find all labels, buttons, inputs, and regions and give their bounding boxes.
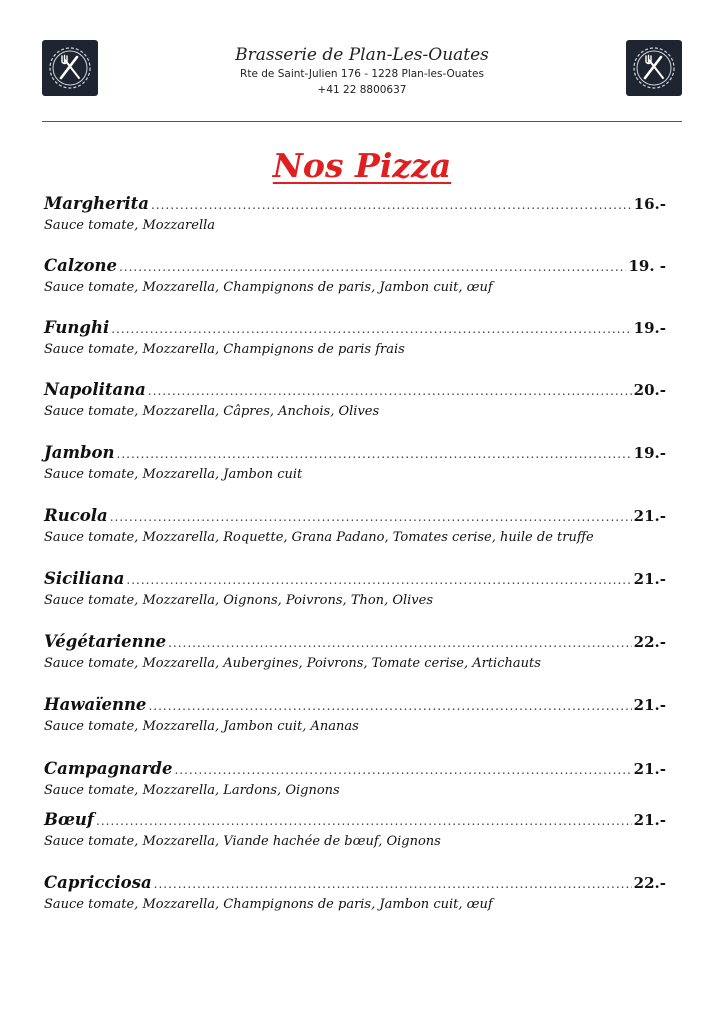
brand-name: Brasserie de Plan-Les-Ouates — [235, 45, 489, 65]
item-price: 16.- — [633, 195, 666, 213]
item-name: Campagnarde — [44, 759, 173, 778]
item-price: 21.- — [633, 811, 666, 829]
leader-dots — [168, 636, 632, 650]
item-name: Jambon — [44, 443, 115, 462]
menu-item — [44, 194, 666, 233]
item-description: Sauce tomate, Mozzarella, Champignons de paris, Jambon cuit, œuf — [44, 897, 493, 912]
header-divider — [42, 121, 682, 122]
leader-dots — [117, 447, 632, 461]
item-price: 21.- — [633, 760, 666, 778]
item-description: Sauce tomate, Mozzarella, Champignons de paris, Jambon cuit, œuf — [44, 280, 493, 295]
leader-dots — [119, 260, 626, 274]
item-price: 21.- — [633, 570, 666, 588]
item-name: Calzone — [44, 256, 117, 275]
leader-dots — [126, 573, 631, 587]
item-description: Sauce tomate, Mozzarella, Jambon cuit, Ananas — [44, 719, 359, 734]
item-description: Sauce tomate, Mozzarella, Lardons, Oignons — [44, 783, 340, 798]
leader-dots — [148, 699, 631, 713]
item-price: 22.- — [633, 874, 666, 892]
menu-item — [44, 443, 666, 482]
header — [0, 44, 724, 98]
leader-dots — [110, 510, 632, 524]
menu-item — [44, 256, 666, 295]
item-price: 22.- — [633, 633, 666, 651]
menu-item — [44, 318, 666, 357]
item-description: Sauce tomate, Mozzarella — [44, 218, 216, 233]
menu-item — [44, 810, 666, 849]
leader-dots — [148, 384, 632, 398]
leader-dots — [111, 322, 631, 336]
address: Rte de Saint-Julien 176 - 1228 Plan-les-Ouates — [240, 68, 484, 80]
item-description: Sauce tomate, Mozzarella, Oignons, Poivrons, Thon, Olives — [44, 593, 434, 608]
item-name: Margherita — [44, 194, 149, 213]
menu-item — [44, 873, 666, 912]
item-name: Végétarienne — [44, 632, 167, 651]
item-name: Napolitana — [44, 380, 146, 399]
item-description: Sauce tomate, Mozzarella, Viande hachée de bœuf, Oignons — [44, 834, 441, 849]
item-description: Sauce tomate, Mozzarella, Jambon cuit — [44, 467, 303, 482]
item-description: Sauce tomate, Mozzarella, Champignons de paris frais — [44, 342, 405, 357]
item-name: Rucola — [44, 506, 108, 525]
menu-item — [44, 759, 666, 798]
item-price: 19.- — [633, 444, 666, 462]
leader-dots — [154, 877, 632, 891]
item-price: 21.- — [633, 696, 666, 714]
leader-dots — [151, 198, 632, 212]
leader-dots — [174, 763, 631, 777]
item-price: 20.- — [633, 381, 666, 399]
item-name: Hawaïenne — [44, 695, 147, 714]
item-price: 19.- — [633, 319, 666, 337]
item-name: Siciliana — [44, 569, 125, 588]
item-name: Funghi — [44, 318, 110, 337]
menu-title: Nos Pizza — [272, 146, 452, 185]
item-name: Bœuf — [44, 810, 94, 829]
leader-dots — [96, 814, 632, 828]
item-price: 19. - — [628, 257, 666, 275]
menu-item — [44, 569, 666, 608]
item-name: Capricciosa — [44, 873, 152, 892]
item-price: 21.- — [633, 507, 666, 525]
item-description: Sauce tomate, Mozzarella, Aubergines, Poivrons, Tomate cerise, Artichauts — [44, 656, 541, 671]
menu-item — [44, 506, 666, 545]
menu-item — [44, 632, 666, 671]
item-description: Sauce tomate, Mozzarella, Câpres, Anchois, Olives — [44, 404, 380, 419]
menu-item — [44, 695, 666, 734]
menu-item — [44, 380, 666, 419]
phone-number: +41 22 8800637 — [317, 84, 407, 96]
item-description: Sauce tomate, Mozzarella, Roquette, Grana Padano, Tomates cerise, huile de truffe — [44, 530, 594, 545]
